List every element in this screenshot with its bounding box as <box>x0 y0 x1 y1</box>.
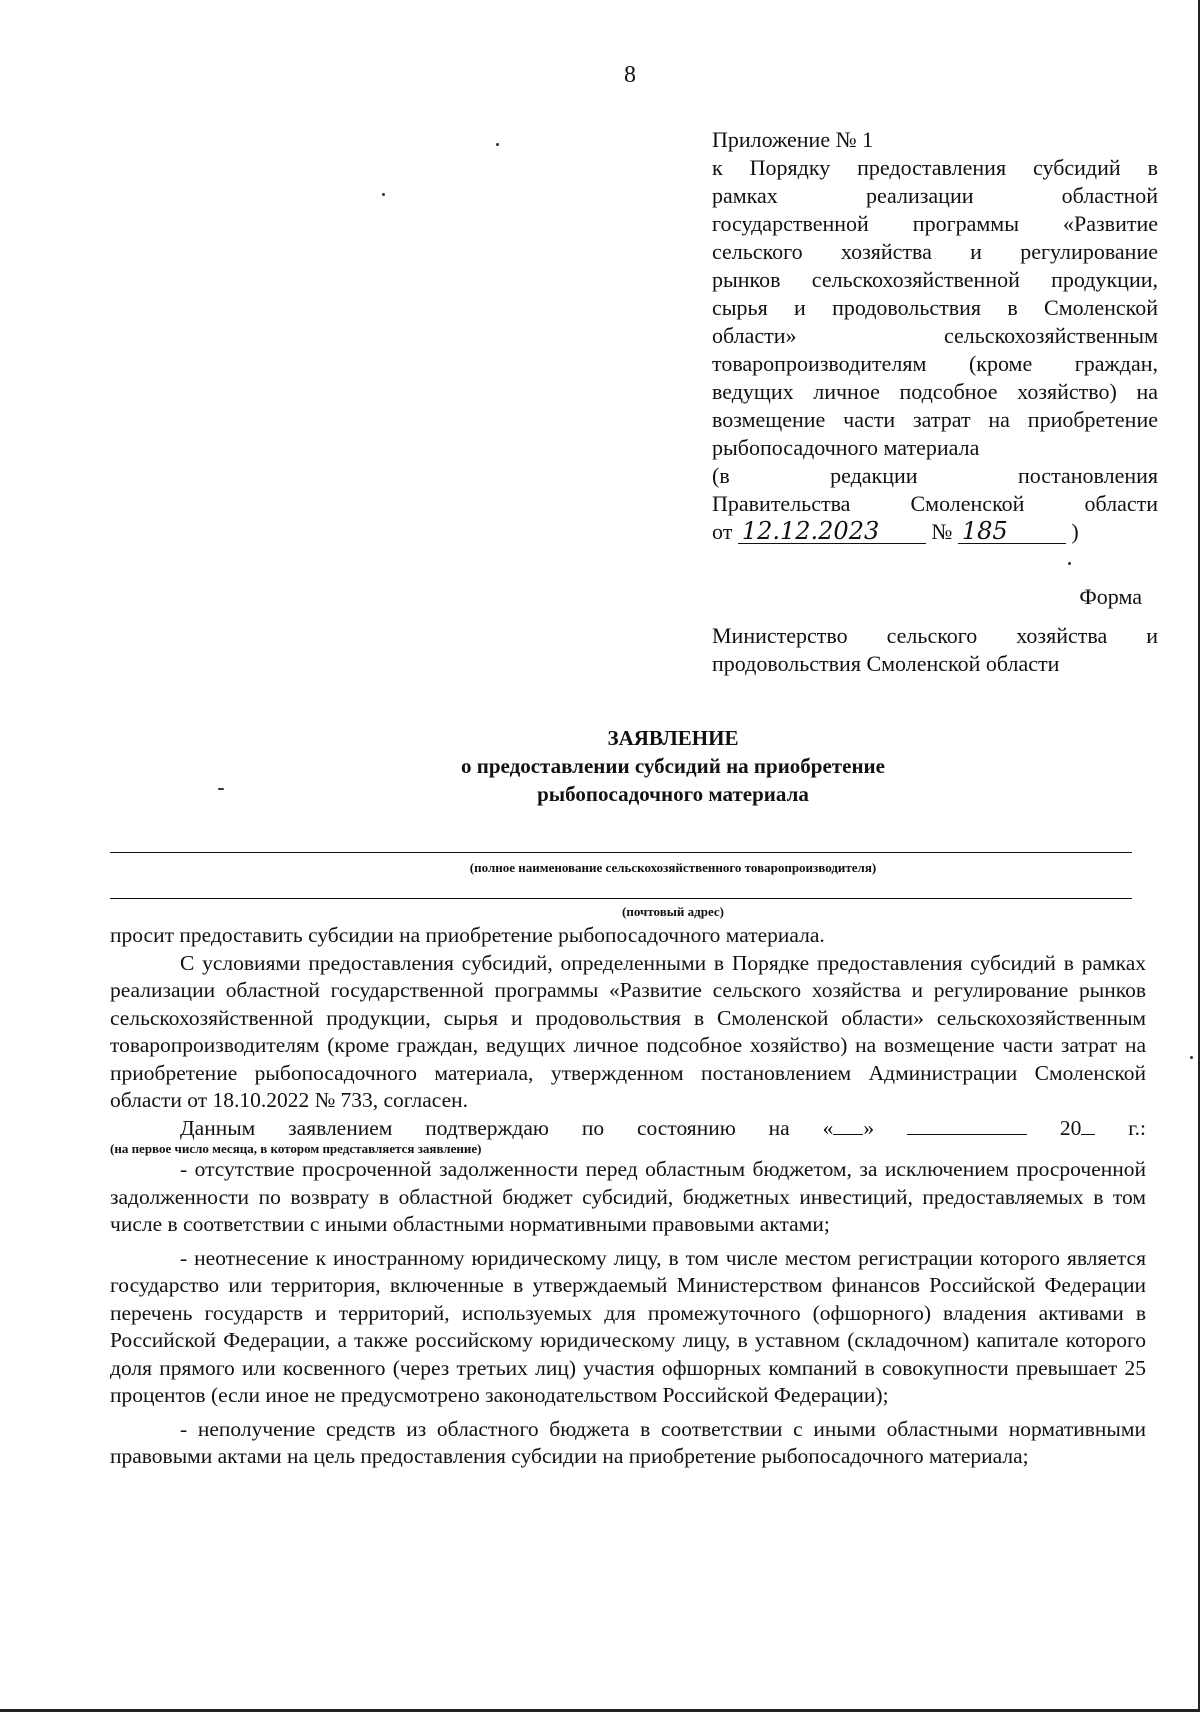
ministry-line-1: Министерство сельского хозяйства и <box>712 623 1158 648</box>
handwritten-number: 185 <box>958 519 1066 544</box>
bullet-no-debt: - отсутствие просроченной задолженности перед областным бюджетом, за исключением просроченной задолженности по возврату в областной бюджет субсидий, бюджетных инвестиций, предоставляемых в том числе в соответствии с иными областными нормативными правовыми актами; <box>110 1157 1146 1236</box>
appendix-line: Приложение № 1 <box>712 127 874 152</box>
scan-speck <box>1190 1056 1193 1059</box>
postal-address-field[interactable] <box>110 898 1132 899</box>
number-sign: № <box>931 519 953 544</box>
appendix-date-line <box>712 518 1158 546</box>
appendix-lines <box>712 126 1158 518</box>
body-text <box>110 922 1146 1471</box>
appendix-line: Правительства Смоленской области <box>712 491 1158 516</box>
year-blank[interactable] <box>1081 1116 1095 1135</box>
handwritten-date: 12.12.2023 <box>738 519 926 544</box>
appendix-line: ведущих личное подсобное хозяйство) на <box>712 379 1158 404</box>
month-blank[interactable] <box>907 1116 1027 1135</box>
day-blank[interactable] <box>833 1116 863 1135</box>
appendix-block <box>712 126 1158 546</box>
appendix-line: возмещение части затрат на приобретение <box>712 407 1158 432</box>
confirm-end: г.: <box>1128 1115 1147 1140</box>
appendix-line: рынков сельскохозяйственной продукции, <box>712 267 1158 292</box>
title-line-3: рыбопосадочного материала <box>537 782 809 806</box>
document-title <box>0 724 1200 808</box>
appendix-line: области» сельскохозяйственным <box>712 323 1158 348</box>
bullet-no-other-funds: - неполучение средств из областного бюджета в соответствии с иными областными нормативными правовыми актами на цель предоставления субсидии на приобретение рыбопосадочного материала; <box>110 1416 1146 1468</box>
paragraph-request: просит предоставить субсидии на приобретение рыбопосадочного материала. <box>110 923 825 947</box>
paragraph-confirm <box>110 1115 1146 1143</box>
title-heading: ЗАЯВЛЕНИЕ <box>607 726 739 750</box>
bullet-not-foreign: - неотнесение к иностранному юридическому лицу, в том числе местом регистрации которого является государство или территория, включенные в утверждаемый Министерством финансов Российской Федерации перечень государств и территорий, используемых для промежуточного (офшорного) владения активами в Российской Федерации, а также российскому юридическому лицу, в уставном (складочном) капитале которого доля прямого или косвенного (через третьих лиц) участия офшорных компаний в совокупности превышает 25 процентов (если иное не предусмотрено законодательством Российской Федерации); <box>110 1245 1146 1407</box>
paragraph-conditions: С условиями предоставления субсидий, определенными в Порядке предоставления субсидий в рамках реализации областной государственной программы «Развитие сельского хозяйства и регулирование рынков сельскохозяйственной продукции, сырья и продовольствия в Смоленской области» сельскохозяйственным товаропроизводителям (кроме граждан, ведущих личное подсобное хозяйство) на возмещение части затрат на приобретение рыбопосадочного материала, утвержденном постановлением Администрации Смоленской области от 18.10.2022 № 733, согласен. <box>110 950 1146 1112</box>
producer-name-caption: (полное наименование сельскохозяйственного товаропроизводителя) <box>469 860 877 875</box>
appendix-line: сельского хозяйства и регулирование <box>712 239 1158 264</box>
year-prefix: 20 <box>1059 1115 1082 1140</box>
appendix-line: сырья и продовольствия в Смоленской <box>712 295 1158 320</box>
form-label: Форма <box>1079 584 1142 609</box>
scan-speck <box>382 193 385 196</box>
date-note: (на первое число месяца, в котором представляется заявление) <box>110 1141 482 1156</box>
scan-speck <box>496 143 499 146</box>
postal-address-caption: (почтовый адрес) <box>622 904 724 919</box>
ministry-addressee <box>712 622 1158 678</box>
date-suffix: ) <box>1071 519 1079 544</box>
confirm-quote: » <box>863 1115 875 1140</box>
appendix-line: товаропроизводителям (кроме граждан, <box>712 351 1158 376</box>
page-number: 8 <box>624 62 636 88</box>
scan-speck <box>1068 562 1071 565</box>
appendix-line: государственной программы «Развитие <box>712 211 1158 236</box>
appendix-line: рамках реализации областной <box>712 183 1158 208</box>
ministry-line-2: продовольствия Смоленской области <box>712 651 1060 676</box>
date-prefix: от <box>712 519 733 544</box>
confirm-text: Данным заявлением подтверждаю по состоянию на « <box>180 1115 834 1140</box>
appendix-line: к Порядку предоставления субсидий в <box>712 155 1158 180</box>
scan-speck <box>218 788 224 790</box>
appendix-line: (в редакции постановления <box>712 463 1158 488</box>
title-line-2: о предоставлении субсидий на приобретение <box>461 754 885 778</box>
appendix-line: рыбопосадочного материала <box>712 435 980 460</box>
producer-name-field[interactable] <box>110 852 1132 853</box>
